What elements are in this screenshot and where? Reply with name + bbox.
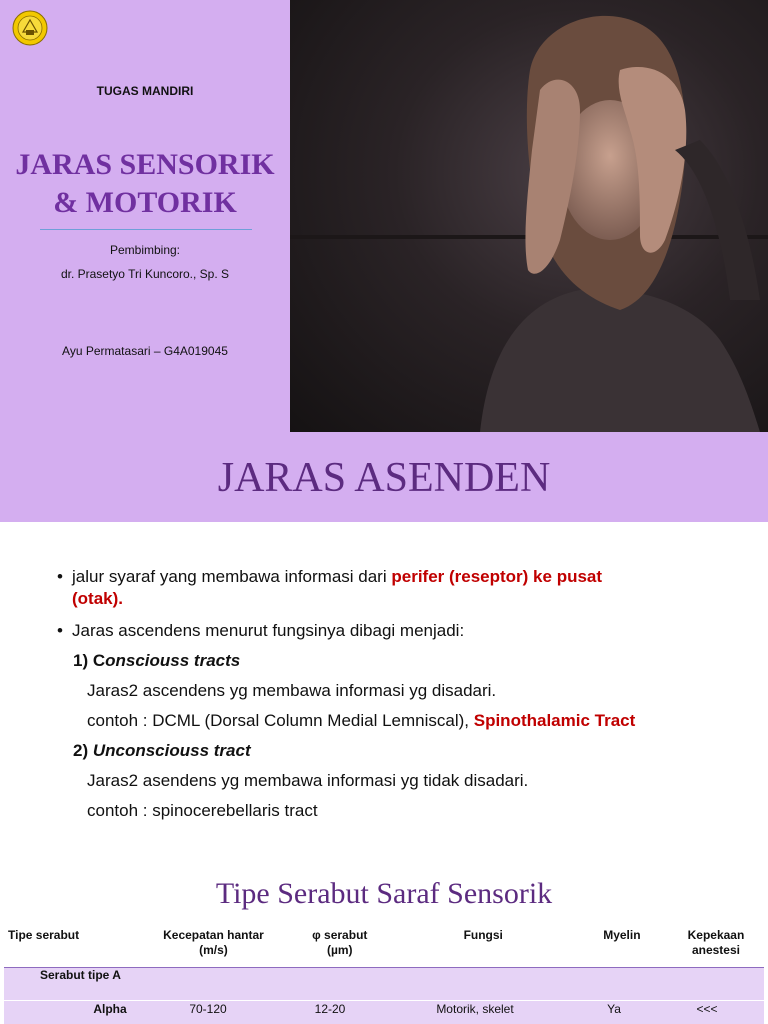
subtitle: TUGAS MANDIRI bbox=[96, 84, 194, 98]
row-myelin: Ya bbox=[607, 1002, 621, 1016]
list-item-1-label: onsciouss tracts bbox=[105, 651, 241, 670]
supervisor-label: Pembimbing: bbox=[109, 243, 181, 257]
list-item-2: 2) Unconsciouss tract bbox=[73, 741, 251, 760]
list-item-2-label: Unconsciouss tract bbox=[92, 741, 251, 760]
header-anesthesia: Kepekaan anestesi bbox=[687, 928, 745, 957]
row-type: Alpha bbox=[93, 1002, 127, 1016]
fiber-table bbox=[0, 924, 768, 962]
highlight-text-2: (otak). bbox=[72, 589, 123, 608]
woman-headache-photo bbox=[290, 0, 768, 432]
bullet-text: jalur syaraf yang membawa informasi dari bbox=[72, 567, 392, 586]
header-function: Fungsi bbox=[463, 928, 503, 942]
slide-header bbox=[0, 432, 768, 522]
university-logo-icon bbox=[12, 10, 48, 46]
header-diameter: φ serabut (µm) bbox=[312, 928, 368, 957]
bullet-item bbox=[58, 620, 718, 642]
woman-illustration-icon bbox=[290, 0, 768, 432]
row-diameter: 12-20 bbox=[314, 1002, 346, 1016]
list-item-2-desc: Jaras2 asendens yg membawa informasi yg tidak disadari. bbox=[87, 771, 529, 790]
header-speed: Kecepatan hantar (m/s) bbox=[163, 928, 264, 957]
slide-body bbox=[0, 522, 768, 852]
author: Ayu Permatasari – G4A019045 bbox=[62, 344, 228, 358]
list-item-1-example: contoh : DCML (Dorsal Column Medial Lemniscal), Spinothalamic Tract bbox=[87, 711, 636, 730]
header-myelin: Myelin bbox=[603, 928, 641, 942]
presentation-title bbox=[0, 146, 290, 222]
title-divider bbox=[40, 229, 252, 230]
table-header-row bbox=[0, 924, 768, 962]
slide-title: JARAS ASENDEN bbox=[217, 455, 551, 501]
title-slide bbox=[0, 0, 768, 432]
highlight-text-3: Spinothalamic Tract bbox=[473, 711, 636, 730]
bullet-item bbox=[58, 566, 718, 610]
list-item-2-example: contoh : spinocerebellaris tract bbox=[87, 801, 318, 820]
table-slide-title: Tipe Serabut Saraf Sensorik bbox=[215, 877, 553, 910]
list-item-1: 1) Consciouss tracts bbox=[73, 651, 241, 670]
row-divider bbox=[4, 1000, 764, 1001]
row-function: Motorik, skelet bbox=[436, 1002, 514, 1016]
title-line-2: & MOTORIK bbox=[53, 186, 237, 219]
header-type: Tipe serabut bbox=[8, 928, 80, 942]
bullet-text: • Jaras ascendens menurut fungsinya dibagi menjadi: bbox=[72, 621, 465, 640]
row-anesthesia: <<< bbox=[696, 1002, 718, 1016]
supervisor-name: dr. Prasetyo Tri Kuncoro., Sp. S bbox=[60, 267, 230, 281]
highlight-text: perifer (reseptor) ke pusat bbox=[391, 567, 603, 586]
list-item-1-desc: Jaras2 ascendens yg membawa informasi yg disadari. bbox=[87, 681, 497, 700]
group-label: Serabut tipe A bbox=[40, 968, 121, 982]
title-line-1: JARAS SENSORIK bbox=[15, 148, 275, 181]
row-speed: 70-120 bbox=[189, 1002, 227, 1016]
